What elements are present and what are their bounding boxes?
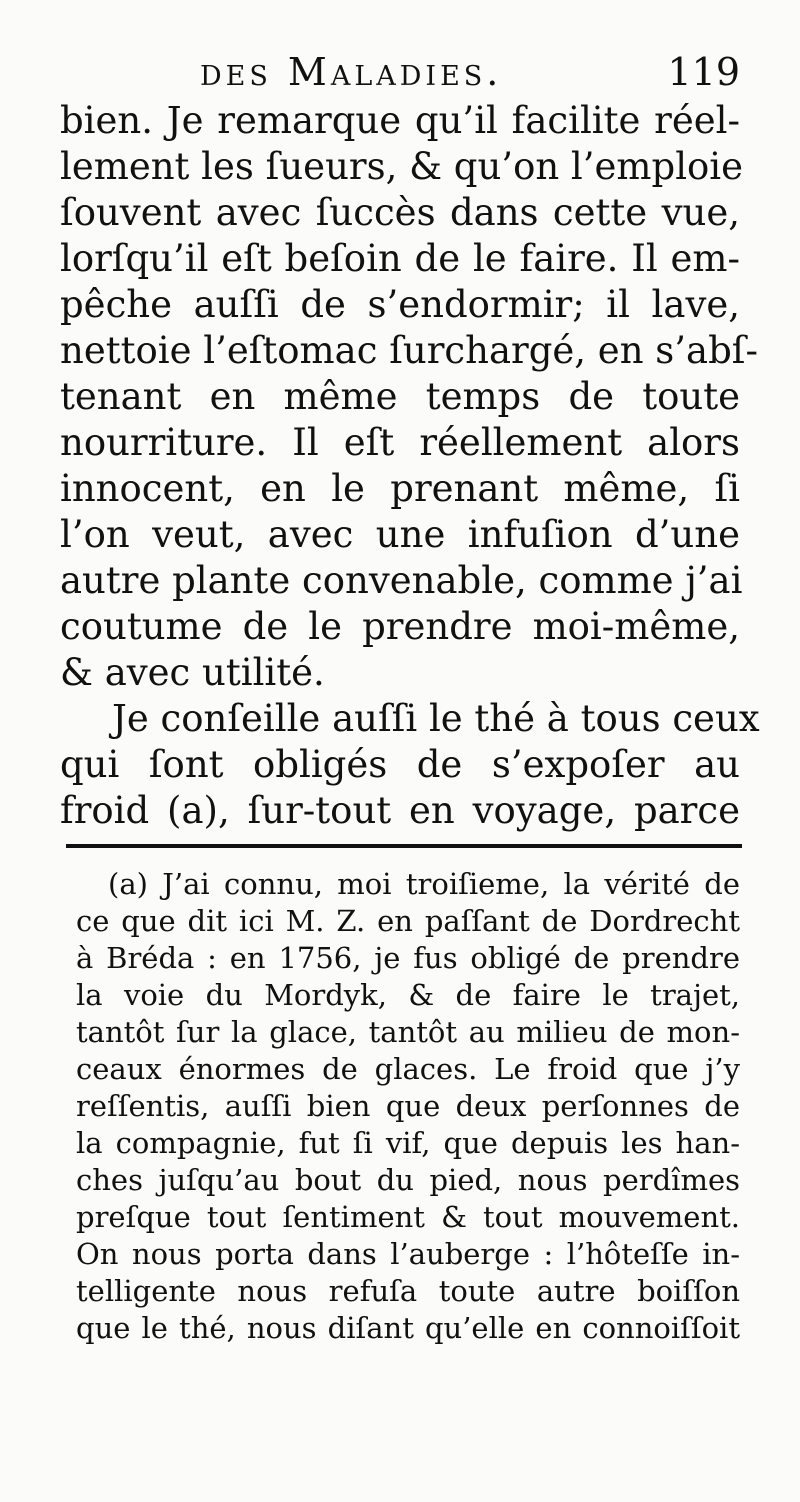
text-line: lement les ſueurs, & qu’on l’emploie [60, 145, 744, 188]
footnote-line: tantôt ſur la glace, tantôt au milieu de mon- [76, 1015, 740, 1049]
footnote-rule [66, 844, 742, 848]
text-line: bien. Je remarque qu’il facilite réel- [60, 99, 740, 142]
footnote-line: que le thé, nous diſant qu’elle en connoiſſoit [76, 1311, 740, 1345]
text-line: autre plante convenable, comme j’ai [60, 559, 743, 602]
text-line: pêche auſſi de s’endormir; il lave, [60, 283, 740, 326]
footnote-line: On nous porta dans l’auberge : l’hôteſſe in- [76, 1237, 740, 1271]
text-line: nettoie l’eſtomac ſurchargé, en s’abſ- [60, 329, 758, 372]
text-line: qui ſont obligés de s’expoſer au [60, 743, 740, 786]
text-line: innocent, en le prenant même, ſi [60, 467, 740, 510]
footnote-line: ceaux énormes de glaces. Le froid que j’y [76, 1052, 740, 1086]
footnote-line: reſſentis, auſſi bien que deux perſonnes de [76, 1089, 740, 1123]
footnote-line: à Bréda : en 1756, je fus obligé de prendre [76, 941, 740, 975]
paragraph-start-line: Je conſeille auſſi le thé à tous ceux [112, 697, 760, 740]
text-line: nourriture. Il eſt réellement alors [60, 421, 740, 464]
footnote-line: telligente nous refuſa toute autre boiſſon [76, 1274, 740, 1308]
running-head [190, 50, 740, 100]
footnote-line: ce que dit ici M. Z. en paſſant de Dordrecht [76, 904, 740, 938]
text-line: tenant en même temps de toute [60, 375, 740, 418]
footnote [76, 866, 740, 1347]
main-text [60, 98, 760, 834]
text-line: ſouvent avec ſuccès dans cette vue, [60, 191, 740, 234]
text-line: lorſqu’il eſt beſoin de le faire. Il em- [60, 237, 740, 280]
text-line: froid (a), ſur-tout en voyage, parce [60, 789, 740, 832]
text-line: l’on veut, avec une infuſion d’une [60, 513, 740, 556]
footnote-line: la voie du Mordyk, & de faire le trajet, [76, 978, 740, 1012]
text-line: & avec utilité. [60, 651, 325, 694]
running-title: des Maladies. [200, 50, 503, 94]
footnote-line: la compagnie, fut ſi vif, que depuis les han- [76, 1126, 740, 1160]
footnote-line: ches juſqu’au bout du pied, nous perdîmes [76, 1163, 740, 1197]
footnote-line: preſque tout ſentiment & tout mouvement. [76, 1200, 740, 1234]
footnote-line: (a) J’ai connu, moi troiſieme, la vérité de [108, 867, 740, 901]
text-line: coutume de le prendre moi-même, [60, 605, 740, 648]
page-number: 119 [667, 50, 740, 94]
